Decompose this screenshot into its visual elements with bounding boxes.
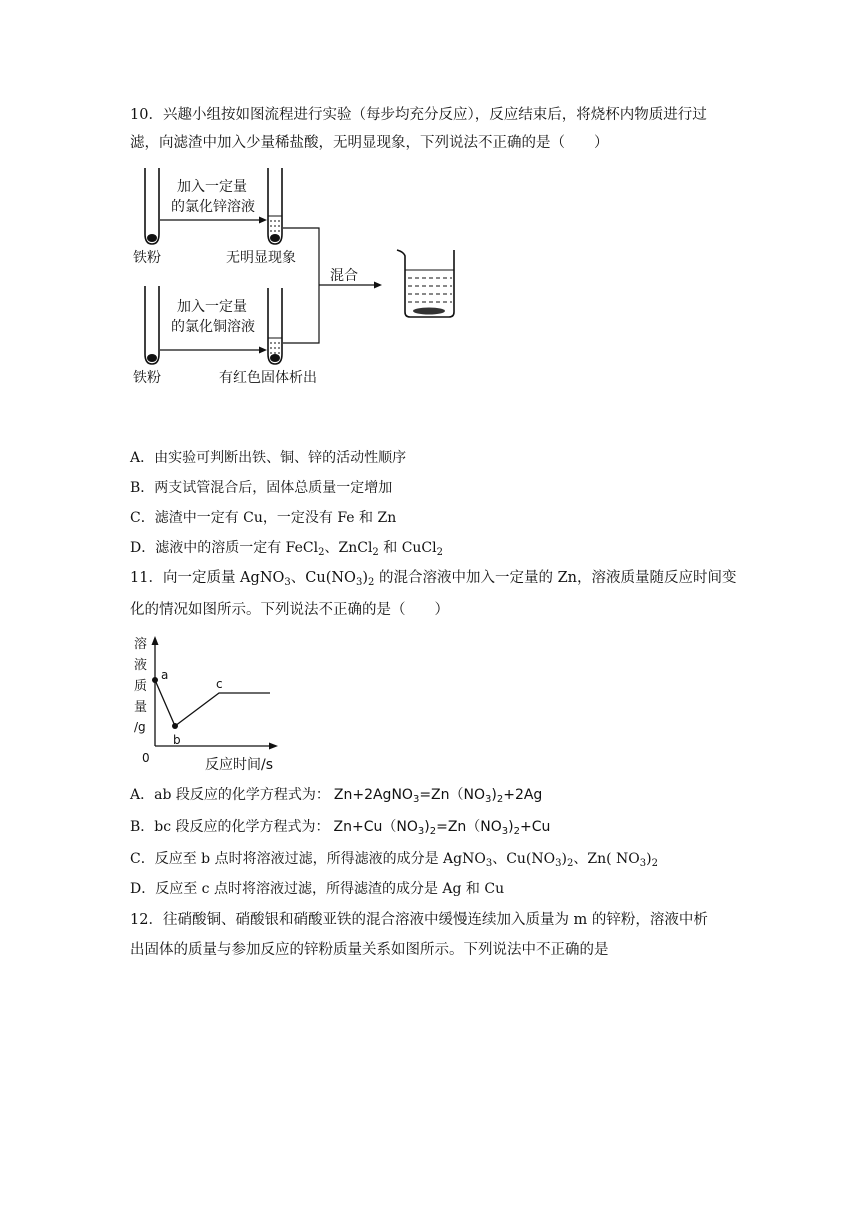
q10-option-b: B．两支试管混合后，固体总质量一定增加 <box>130 480 393 496</box>
top-left-test-tube <box>145 168 159 244</box>
q11-option-a: A．ab 段反应的化学方程式为： $Zn+2AgNO_3=Zn(NO_3)_2+2Ag$ <box>130 787 543 805</box>
bottom-left-test-tube <box>145 286 159 364</box>
q11-option-c: C．反应至 b 点时将溶液过滤，所得滤液的成分是 AgNO$_3$、$Cu(NO_3)_2$、Zn( $NO_3)_2$ <box>130 851 658 869</box>
top-label-2: 的氯化锌溶液 <box>171 199 255 215</box>
q12-line-2: 出固体的质量与参加反应的锌粉质量关系如图所示。下列说法中不正确的是 <box>130 942 609 958</box>
point-a-label: a <box>161 668 169 682</box>
mix-label: 混合 <box>330 268 358 284</box>
top-left-tube-label: 铁粉 <box>133 250 161 266</box>
y-label-char-1: 溶 <box>134 637 148 652</box>
y-label-char-2: 液 <box>134 658 148 673</box>
x-label: 反应时间/s <box>205 757 274 773</box>
q11-line-2: 化的情况如图所示。下列说法不正确的是（ ） <box>130 602 449 618</box>
y-label-char-3: 质 <box>134 679 148 694</box>
beaker-icon <box>394 246 460 320</box>
mass-curve <box>155 680 270 726</box>
q12-line-1: 12．往硝酸铜、硝酸银和硝酸亚铁的混合溶液中缓慢连续加入质量为 m 的锌粉，溶液中析 <box>130 912 708 928</box>
q10-option-c: C．滤渣中一定有 Cu，一定没有 Fe 和 Zn <box>130 510 397 526</box>
y-label-unit: /g <box>134 720 146 734</box>
top-right-tube-label: 无明显现象 <box>226 250 296 266</box>
origin-label: 0 <box>142 751 150 765</box>
bottom-right-tube-label: 有红色固体析出 <box>219 370 317 386</box>
point-b-marker <box>172 723 178 729</box>
y-label-char-4: 量 <box>134 700 148 715</box>
q10-flow-diagram <box>125 158 425 390</box>
q10-option-a: A．由实验可判断出铁、铜、锌的活动性顺序 <box>130 450 407 466</box>
point-b-label: b <box>173 733 181 747</box>
point-c-label: c <box>216 677 223 691</box>
q10-line-1: 10．兴趣小组按如图流程进行实验（每步均充分反应），反应结束后，将烧杯内物质进行过 <box>130 107 707 123</box>
point-a-marker <box>152 677 158 683</box>
q10-option-d: D．滤液中的溶质一定有 FeCl$_2$、ZnCl$_2$ 和 CuCl$_2$ <box>130 540 443 558</box>
bottom-right-test-tube <box>268 288 282 364</box>
q11-line-1: 11．向一定质量 AgNO$_3$、$Cu(NO_3)_2$ 的混合溶液中加入一定量的 Zn，溶液质量随反应时间变 <box>130 570 737 588</box>
bottom-label-2: 的氯化铜溶液 <box>171 319 255 335</box>
q11-mass-time-graph <box>128 632 298 778</box>
q11-option-d: D．反应至 c 点时将溶液过滤，所得滤渣的成分是 Ag 和 Cu <box>130 881 505 897</box>
bottom-label-1: 加入一定量 <box>177 299 247 315</box>
q11-option-b: B．bc 段反应的化学方程式为： $Zn+Cu(NO_3)_2=Zn(NO_3)_2+Cu$ <box>130 819 551 837</box>
top-label-1: 加入一定量 <box>177 179 247 195</box>
q10-line-2: 滤，向滤渣中加入少量稀盐酸，无明显现象，下列说法不正确的是（ ） <box>130 135 609 151</box>
top-right-test-tube <box>268 168 282 244</box>
bottom-left-tube-label: 铁粉 <box>133 370 161 386</box>
